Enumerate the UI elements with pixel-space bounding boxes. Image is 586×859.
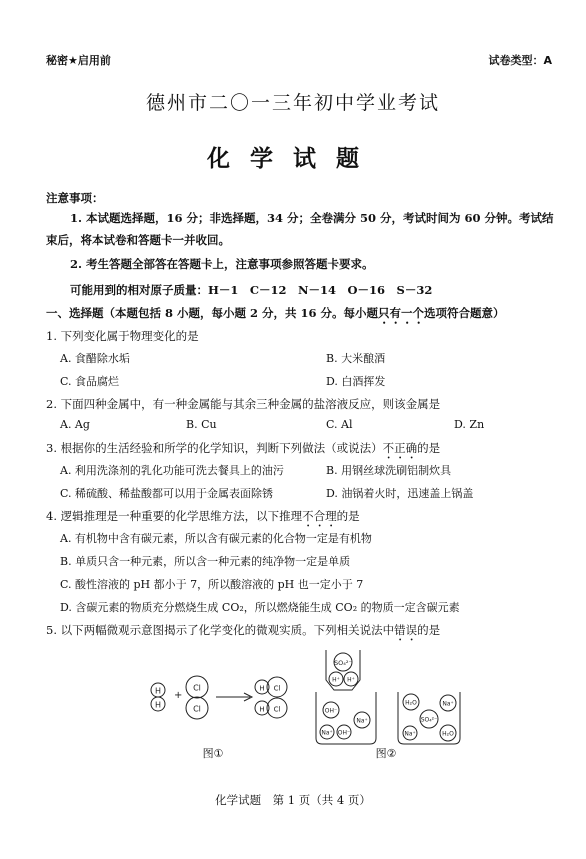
sulfate-ion-label: SO₄²⁻ [420,716,438,724]
section-heading [46,305,505,327]
confidential-label: 秘密★启用前 [46,54,111,67]
micro-diagram [0,640,586,765]
cl2-molecule [186,676,208,719]
sulfate-ion-label: SO₄²⁻ [334,659,352,667]
section-heading-post: 选项符合题意） [424,306,505,320]
paper-type-label: 试卷类型：A [488,54,552,67]
q2-option-a: A. Ag [60,418,90,431]
beaker-naoh [316,692,376,744]
q2-stem: 2. 下面四种金属中，有一种金属能与其余三种金属的盐溶液反应，则该金属是 [46,397,441,411]
q3-option-a: A. 利用洗涤剂的乳化功能可洗去餐具上的油污 [60,464,284,477]
q5-stem-emph: 错误 [394,623,418,637]
q1-stem: 1. 下列变化属于物理变化的是 [46,329,199,343]
q1-option-a: A. 食醋除水垢 [60,352,130,365]
hydrogen-ion-label: H⁺ [332,676,340,684]
q3-option-d: D. 油锅着火时，迅速盖上锅盖 [326,487,474,500]
q3-option-c: C. 稀硫酸、稀盐酸都可以用于金属表面除锈 [60,487,274,500]
atomic-masses: 可能用到的相对原子质量：H－1 C－12 N－14 O－16 S－32 [70,283,433,297]
q4-option-d: D. 含碳元素的物质充分燃烧生成 CO₂，所以燃烧能生成 CO₂ 的物质一定含碳元素 [60,601,460,614]
sodium-ion-label: Na⁺ [356,717,368,725]
q5-stem-post: 的是 [417,623,441,637]
section-heading-pre: 一、选择题（本题包括 8 小题，每小题 2 分，共 16 分。每小题 [46,306,379,320]
hcl-molecule [255,698,287,718]
cl-atom-label: Cl [273,705,281,714]
hydrogen-ion-label: H⁺ [347,676,355,684]
cl-atom-label: Cl [273,684,281,693]
notice-item-2: 2. 考生答题全部答在答题卡上，注意事项参照答题卡要求。 [70,257,374,271]
q4-stem [46,508,360,530]
q2-option-b: B. Cu [186,418,217,431]
cl-atom-label: Cl [193,683,201,693]
page-footer: 化学试题 第 1 页（共 4 页） [215,793,371,807]
plus-sign: + [174,690,183,701]
h2-molecule [151,683,165,711]
sodium-ion-label: Na⁺ [404,730,416,738]
q4-option-c: C. 酸性溶液的 pH 都小于 7，所以酸溶液的 pH 也一定小于 7 [60,578,364,591]
subject-title: 化学试题 [207,145,379,172]
sodium-ion-label: Na⁺ [321,729,333,737]
q4-option-b: B. 单质只含一种元素，所以含一种元素的纯净物一定是单质 [60,555,351,568]
q3-option-b: B. 用钢丝球洗刷铝制炊具 [326,464,452,477]
hydroxide-ion-label: OH⁻ [324,707,338,715]
acid-dropper [326,650,360,690]
q1-option-d: D. 白酒挥发 [326,375,386,388]
q2-option-d: D. Zn [454,418,485,431]
q4-stem-pre: 4. 逻辑推理是一种重要的化学思维方法，以下推理 [46,509,303,523]
hcl-molecule [255,677,287,697]
q3-stem [46,440,440,462]
notice-item-1: 1. 本试题选择题，16 分；非选择题，34 分；全卷满分 50 分，考试时间为 60 分钟。考试结束后，将本试卷和答题卡一并收回。 [46,211,554,247]
water-molecule-label: H₂O [405,699,417,707]
sodium-ion-label: Na⁺ [442,700,454,708]
q2-option-c: C. Al [326,418,353,431]
h-atom-label: H [154,700,162,710]
figure-1-caption: 图① [202,747,224,760]
q4-stem-emph: 不合理 [302,509,337,523]
h-atom-label: H [259,684,265,693]
figure-2-caption: 图② [375,747,397,760]
q4-stem-post: 的是 [336,509,360,523]
q5-stem-pre: 5. 以下两幅微观示意图揭示了化学变化的微观实质。下列相关说法中 [46,623,395,637]
q3-stem-emph: 不正确 [382,441,418,455]
water-molecule-label: H₂O [442,730,454,738]
h-atom-label: H [154,686,162,696]
notice-heading: 注意事项： [46,191,104,205]
q3-stem-pre: 3. 根据你的生活经验和所学的化学知识，判断下列做法（或说法） [46,441,383,455]
cl-atom-label: Cl [193,704,201,714]
exam-title: 德州市二〇一三年初中学业考试 [145,92,440,114]
h-atom-label: H [259,705,265,714]
beaker-products [398,692,460,744]
hydroxide-ion-label: OH⁻ [337,729,351,737]
section-heading-emph: 只有一个 [378,306,425,320]
q4-option-a: A. 有机物中含有碳元素，所以含有碳元素的化合物一定是有机物 [60,532,372,545]
q1-option-b: B. 大米酿酒 [326,352,386,365]
q3-stem-post: 的是 [417,441,441,455]
q1-option-c: C. 食品腐烂 [60,375,120,388]
